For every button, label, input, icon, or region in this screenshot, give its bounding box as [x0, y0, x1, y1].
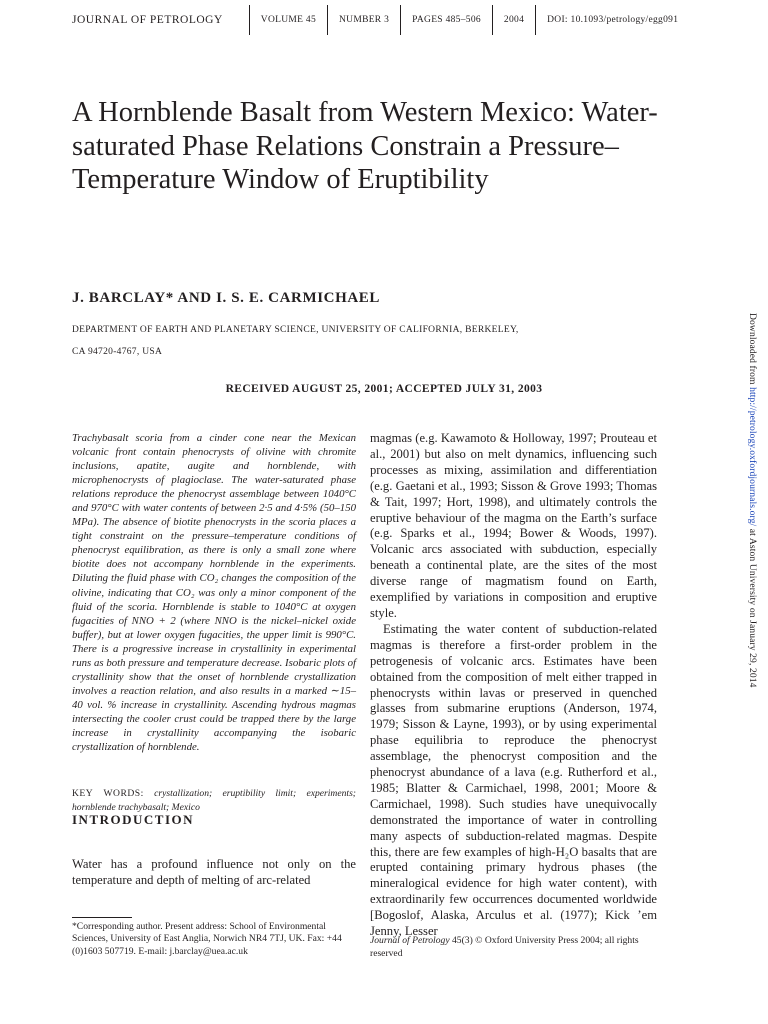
page-range: PAGES 485–506 [412, 15, 481, 25]
keywords-label: KEY WORDS: [72, 788, 144, 799]
article-title: A Hornblende Basalt from Western Mexico: Water-saturated Phase Relations Constrain a Pressure–Temperature Window of Eruptibility [72, 97, 658, 195]
keywords [72, 787, 356, 815]
copyright-text: 45(3) © Oxford University Press 2004; all rights reserved [370, 935, 639, 959]
right-column [370, 431, 657, 940]
volume: VOLUME 45 [260, 15, 316, 25]
year: 2004 [503, 15, 525, 25]
doi: DOI: 10.1093/petrology/egg091 [547, 15, 679, 25]
affiliation-line-1: DEPARTMENT OF EARTH AND PLANETARY SCIENCE, UNIVERSITY OF CALIFORNIA, BERKELEY, [72, 325, 519, 335]
copyright-journal-name: Journal of Petrology [370, 935, 450, 946]
running-header [72, 5, 689, 35]
section-heading-introduction: INTRODUCTION [72, 812, 195, 827]
received-dates: RECEIVED AUGUST 25, 2001; ACCEPTED JULY 31, 2003 [225, 383, 543, 395]
body-paragraph-2: Estimating the water content of subduction-related magmas is therefore a first-order problem in the petrogenesis of volcanic arcs. Estimates have been obtained from the composition of melt either trapped in phenocrysts within lavas or preserved in quenched glasses from submarine eruptions (Anderson, 1974, 1979; Sisson & Layne, 1993), or by using experimental phase equilibria to reproduce the phenocryst assemblage, the phenocryst composition and the phenocryst abundance of a lava (e.g. Rutherford et al., 1985; Blatter & Carmichael, 1998, 2001; Moore & Carmichael, 1998). Such studies have unequivocally demonstrated the importance of water in controlling many aspects of subduction-related magmas. Despite this, there are few examples of high-H₂O basalts that are erupted containing primary hydrous phases (the mineralogical evidence for high water content), with extraordinarily few occurrences documented worldwide [Bogoslof, Alaska, Arculus et al. (1977); Kick ’em Jenny, Lesser [370, 621, 657, 939]
affiliation [72, 319, 592, 363]
intro-paragraph: Water has a profound influence not only on the temperature and depth of melting of arc-related [72, 857, 356, 887]
body-paragraph-1: magmas (e.g. Kawamoto & Holloway, 1997; Prouteau et al., 2001) but also on melt dynamics, influencing such processes as mixing, assimilation and differentiation (e.g. Gaetani et al., 1993; Sisson & Grove 1993; Thomas & Tait, 1997; Hort, 1998), and ultimately controls the eruptive behaviour of the magma on the Earth’s surface (e.g. Sparks et al., 1994; Bower & Woods, 1997). Volcanic arcs associated with subduction, especially beneath a continental plate, are the sites of the most diverse range of magmatism found on Earth, exemplified by variations in composition and eruptive style. [370, 431, 657, 620]
corresponding-author-footnote: *Corresponding author. Present address: School of Environmental Sciences, University of East Anglia, Norwich NR4 7TJ, UK. Fax: +44 (0)1603 507719. E-mail: j.barclay@uea.ac.uk [72, 921, 342, 957]
journal-name: JOURNAL OF PETROLOGY [72, 14, 223, 26]
download-suffix: at Aston University on January 29, 2014 [747, 526, 758, 688]
copyright-notice [370, 934, 658, 960]
download-watermark [746, 313, 758, 688]
abstract: Trachybasalt scoria from a cinder cone near the Mexican volcanic front contain phenocrysts of olivine with chromite inclusions, apatite, augite and hornblende, with microphenocrysts of plagioclase. The water-saturated phase relations reproduce the phenocryst assemblage between 1040°C and 970°C with water contents of between 2·5 and 4·5% (50–150 MPa). The absence of biotite phenocrysts in the scoria places a tight constraint on the pressure–temperature conditions of phenocryst equilibration, as there is only a small zone where biotite does not accompany hornblende in the experiments. Diluting the fluid phase with CO₂ changes the composition of the olivine, indicating that CO₂ was only a minor component of the fluid of the scoria. Hornblende is stable to 1040°C at oxygen fugacities of NNO + 2 (where NNO is the nickel–nickel oxide buffer), but at lower oxygen fugacities, the upper limit is 990°C. There is a progressive increase in crystallinity in experimental runs as both pressure and temperature decrease. Isobaric plots of crystallinity show that the onset of hornblende crystallization involves a reaction relation, and also results in a marked ∼15–40 vol. % increase in crystallinity. Ascending hydrous magmas intersecting the cooler crust could be trapped there by the large increase in crystallinity accompanying the isobaric crystallization of hornblende. [72, 432, 356, 754]
keywords-text: crystallization; eruptibility limit; experiments; hornblende trachybasalt; Mexico [72, 788, 356, 813]
issue-number: NUMBER 3 [339, 15, 390, 25]
footnote-rule [72, 917, 132, 918]
affiliation-line-2: CA 94720-4767, USA [72, 347, 163, 357]
download-prefix: Downloaded from [747, 313, 758, 388]
journal-link[interactable]: http://petrology.oxfordjournals.org/ [747, 387, 758, 527]
authors: J. BARCLAY* AND I. S. E. CARMICHAEL [72, 290, 380, 306]
